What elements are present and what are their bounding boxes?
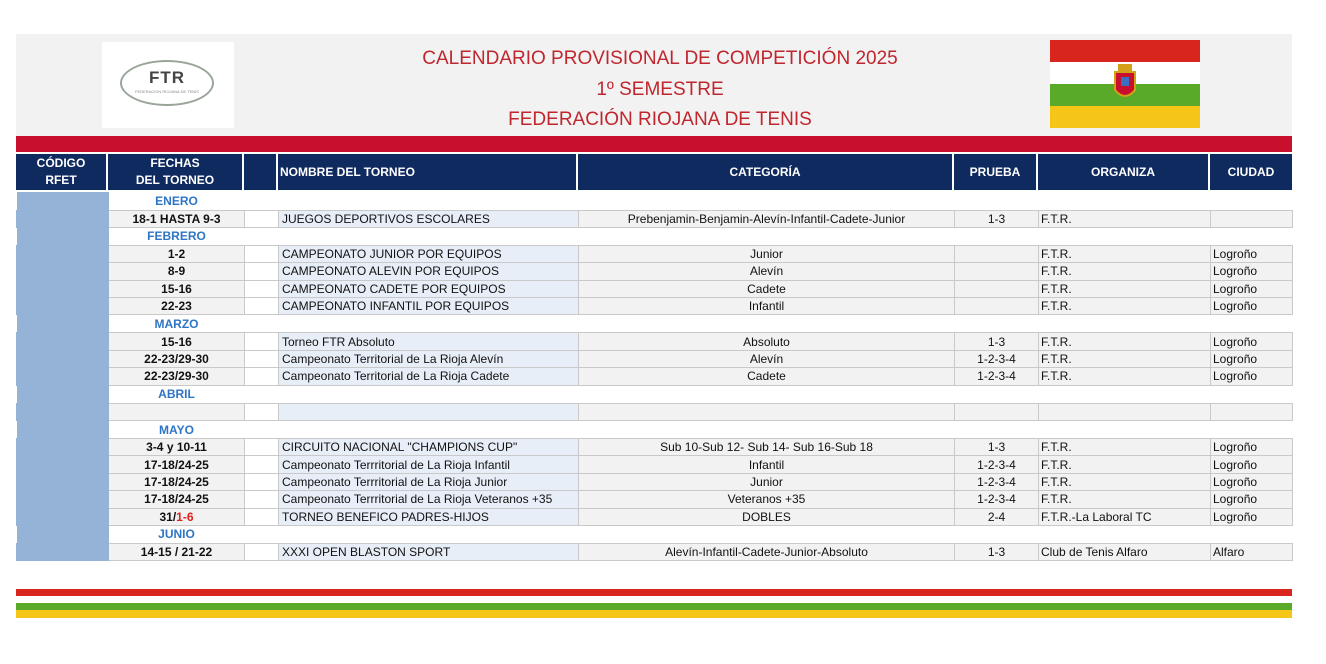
organizer-cell: F.T.R.	[1039, 245, 1211, 262]
code-cell	[17, 227, 109, 245]
category-cell: Absoluto	[579, 333, 955, 350]
dates-cell: 17-18/24-25	[109, 456, 245, 473]
tournament-name-cell	[279, 403, 579, 420]
test-cell: 1-3	[955, 439, 1039, 456]
code-cell	[17, 333, 109, 350]
month-label: MARZO	[154, 316, 199, 331]
city-cell: Logroño	[1211, 333, 1293, 350]
dates-cell: 22-23/29-30	[109, 350, 245, 367]
code-cell	[17, 210, 109, 227]
footer-red-stripe	[16, 589, 1292, 596]
table-row	[17, 543, 1293, 560]
city-cell: Logroño	[1211, 280, 1293, 297]
test-cell	[955, 263, 1039, 280]
tournament-name-cell: CAMPEONATO JUNIOR POR EQUIPOS	[279, 245, 579, 262]
dates-cell: 22-23	[109, 298, 245, 315]
code-cell	[17, 491, 109, 508]
spacer-cell	[245, 456, 279, 473]
organizer-cell: F.T.R.	[1039, 280, 1211, 297]
organizer-cell: F.T.R.	[1039, 263, 1211, 280]
tournament-name-cell: CAMPEONATO ALEVIN POR EQUIPOS	[279, 263, 579, 280]
spacer-cell	[245, 245, 279, 262]
dates-cell: 14-15 / 21-22	[109, 543, 245, 560]
la-rioja-flag	[1050, 40, 1200, 128]
organizer-cell	[1039, 403, 1211, 420]
logo-oval	[120, 60, 214, 106]
table-row	[17, 456, 1293, 473]
city-cell: Logroño	[1211, 350, 1293, 367]
dates-red-part: 1-6	[176, 509, 194, 524]
month-row	[17, 227, 1293, 245]
dates-cell: 17-18/24-25	[109, 491, 245, 508]
test-cell: 1-3	[955, 543, 1039, 560]
tournament-name-cell: CAMPEONATO INFANTIL POR EQUIPOS	[279, 298, 579, 315]
test-cell: 2-4	[955, 508, 1039, 525]
category-cell: Veteranos +35	[579, 491, 955, 508]
dates-cell: 17-18/24-25	[109, 473, 245, 490]
logo-text: FTR	[148, 68, 186, 87]
month-spacer	[245, 227, 1293, 245]
test-cell: 1-2-3-4	[955, 473, 1039, 490]
organizer-cell: F.T.R.	[1039, 368, 1211, 385]
footer-green-stripe	[16, 603, 1292, 610]
code-cell	[17, 385, 109, 403]
dates-cell: 18-1 HASTA 9-3	[109, 210, 245, 227]
table-row	[17, 473, 1293, 490]
code-cell	[17, 263, 109, 280]
category-cell: Alevín-Infantil-Cadete-Junior-Absoluto	[579, 543, 955, 560]
category-cell	[579, 403, 955, 420]
test-cell	[955, 245, 1039, 262]
footer-yellow-stripe	[16, 610, 1292, 618]
dates-cell	[109, 403, 245, 420]
tournament-name-cell: Campeonato Terrritorial de La Rioja Infantil	[279, 456, 579, 473]
dates-cell: 3-4 y 10-11	[109, 439, 245, 456]
tournament-name-cell: CAMPEONATO CADETE POR EQUIPOS	[279, 280, 579, 297]
city-cell: Logroño	[1211, 439, 1293, 456]
city-cell: Logroño	[1211, 456, 1293, 473]
month-row	[17, 525, 1293, 543]
month-label: MAYO	[159, 422, 194, 437]
coat-of-arms-icon	[1112, 62, 1138, 102]
tournament-name-cell: XXXI OPEN BLASTON SPORT	[279, 543, 579, 560]
city-cell: Logroño	[1211, 508, 1293, 525]
month-spacer	[245, 421, 1293, 439]
category-cell: Infantil	[579, 298, 955, 315]
dates-cell: 31/1-6	[109, 508, 245, 525]
table-row	[17, 263, 1293, 280]
category-cell: Cadete	[579, 368, 955, 385]
code-cell	[17, 403, 109, 420]
calendar-table	[16, 192, 1293, 561]
spacer-cell	[245, 333, 279, 350]
spacer-cell	[245, 543, 279, 560]
dates-cell: 1-2	[109, 245, 245, 262]
organizer-cell: F.T.R.	[1039, 473, 1211, 490]
organizer-cell: F.T.R.	[1039, 298, 1211, 315]
col-header-name: NOMBRE DEL TORNEO	[278, 154, 576, 190]
ftr-logo	[102, 42, 234, 128]
code-cell	[17, 245, 109, 262]
month-row	[17, 192, 1293, 210]
table-row	[17, 368, 1293, 385]
title-line-3: FEDERACIÓN RIOJANA DE TENIS	[508, 109, 812, 130]
col-header-spacer	[244, 154, 276, 190]
dates-cell: 15-16	[109, 333, 245, 350]
city-cell: Logroño	[1211, 491, 1293, 508]
month-spacer	[245, 192, 1293, 210]
tournament-name-cell: Torneo FTR Absoluto	[279, 333, 579, 350]
col-header-category: CATEGORÍA	[578, 154, 952, 190]
spacer-cell	[245, 368, 279, 385]
code-cell	[17, 456, 109, 473]
table-row	[17, 298, 1293, 315]
table-row	[17, 403, 1293, 420]
code-cell	[17, 192, 109, 210]
tournament-name-cell: TORNEO BENEFICO PADRES-HIJOS	[279, 508, 579, 525]
code-cell	[17, 439, 109, 456]
spacer-cell	[245, 491, 279, 508]
spacer-cell	[245, 473, 279, 490]
spacer-cell	[245, 508, 279, 525]
month-row	[17, 385, 1293, 403]
category-cell: Cadete	[579, 280, 955, 297]
month-label: JUNIO	[158, 527, 195, 542]
test-cell: 1-3	[955, 210, 1039, 227]
table-row	[17, 280, 1293, 297]
category-cell: Prebenjamin-Benjamin-Alevín-Infantil-Cadete-Junior	[579, 210, 955, 227]
table-row	[17, 245, 1293, 262]
test-cell: 1-2-3-4	[955, 456, 1039, 473]
dates-cell: 8-9	[109, 263, 245, 280]
organizer-cell: F.T.R.	[1039, 350, 1211, 367]
table-row	[17, 508, 1293, 525]
spacer-cell	[245, 439, 279, 456]
test-cell: 1-2-3-4	[955, 350, 1039, 367]
city-cell: Logroño	[1211, 368, 1293, 385]
city-cell: Logroño	[1211, 245, 1293, 262]
city-cell: Logroño	[1211, 263, 1293, 280]
month-row	[17, 421, 1293, 439]
organizer-cell: F.T.R.	[1039, 439, 1211, 456]
category-cell: Alevín	[579, 263, 955, 280]
header-red-bar	[16, 136, 1292, 152]
category-cell: DOBLES	[579, 508, 955, 525]
table-row	[17, 210, 1293, 227]
tournament-name-cell: JUEGOS DEPORTIVOS ESCOLARES	[279, 210, 579, 227]
code-cell	[17, 473, 109, 490]
city-cell: Logroño	[1211, 473, 1293, 490]
table-row	[17, 350, 1293, 367]
category-cell: Infantil	[579, 456, 955, 473]
test-cell	[955, 403, 1039, 420]
code-cell	[17, 280, 109, 297]
organizer-cell: Club de Tenis Alfaro	[1039, 543, 1211, 560]
city-cell: Logroño	[1211, 298, 1293, 315]
organizer-cell: F.T.R.-La Laboral TC	[1039, 508, 1211, 525]
test-cell: 1-3	[955, 333, 1039, 350]
tournament-name-cell: Campeonato Terrritorial de La Rioja Veteranos +35	[279, 491, 579, 508]
code-cell	[17, 421, 109, 439]
title-line-1: CALENDARIO PROVISIONAL DE COMPETICIÓN 2025	[422, 48, 898, 69]
code-cell	[17, 298, 109, 315]
organizer-cell: F.T.R.	[1039, 210, 1211, 227]
dates-cell: 22-23/29-30	[109, 368, 245, 385]
spacer-cell	[245, 298, 279, 315]
month-spacer	[245, 385, 1293, 403]
organizer-cell: F.T.R.	[1039, 491, 1211, 508]
spacer-cell	[245, 350, 279, 367]
city-cell	[1211, 210, 1293, 227]
tournament-name-cell: CIRCUITO NACIONAL "CHAMPIONS CUP"	[279, 439, 579, 456]
spacer-cell	[245, 210, 279, 227]
spacer-cell	[245, 280, 279, 297]
test-cell	[955, 298, 1039, 315]
dates-cell: 15-16	[109, 280, 245, 297]
tournament-name-cell: Campeonato Terrritorial de La Rioja Junior	[279, 473, 579, 490]
organizer-cell: F.T.R.	[1039, 456, 1211, 473]
table-row	[17, 491, 1293, 508]
category-cell: Sub 10-Sub 12- Sub 14- Sub 16-Sub 18	[579, 439, 955, 456]
tournament-name-cell: Campeonato Territorial de La Rioja Cadete	[279, 368, 579, 385]
category-cell: Alevín	[579, 350, 955, 367]
city-cell: Alfaro	[1211, 543, 1293, 560]
table-row	[17, 333, 1293, 350]
col-header-city: CIUDAD	[1210, 154, 1292, 190]
code-cell	[17, 368, 109, 385]
code-cell	[17, 315, 109, 333]
code-cell	[17, 525, 109, 543]
month-label: ENERO	[155, 193, 198, 208]
month-label: ABRIL	[158, 387, 195, 402]
col-header-dates: FECHAS DEL TORNEO	[108, 154, 242, 190]
test-cell: 1-2-3-4	[955, 368, 1039, 385]
category-cell: Junior	[579, 245, 955, 262]
code-cell	[17, 543, 109, 560]
col-header-code: CÓDIGO RFET	[16, 154, 106, 190]
test-cell	[955, 280, 1039, 297]
month-spacer	[245, 525, 1293, 543]
logo-subtext: FEDERACION RIOJANA DE TENIS	[135, 89, 199, 94]
test-cell: 1-2-3-4	[955, 491, 1039, 508]
month-label: FEBRERO	[147, 229, 206, 244]
tournament-name-cell: Campeonato Territorial de La Rioja Alevín	[279, 350, 579, 367]
spacer-cell	[245, 263, 279, 280]
city-cell	[1211, 403, 1293, 420]
month-spacer	[245, 315, 1293, 333]
organizer-cell: F.T.R.	[1039, 333, 1211, 350]
table-row	[17, 439, 1293, 456]
title-line-2: 1º SEMESTRE	[596, 79, 724, 100]
col-header-test: PRUEBA	[954, 154, 1036, 190]
category-cell: Junior	[579, 473, 955, 490]
code-cell	[17, 350, 109, 367]
col-header-organizer: ORGANIZA	[1038, 154, 1208, 190]
spacer-cell	[245, 403, 279, 420]
month-row	[17, 315, 1293, 333]
code-cell	[17, 508, 109, 525]
